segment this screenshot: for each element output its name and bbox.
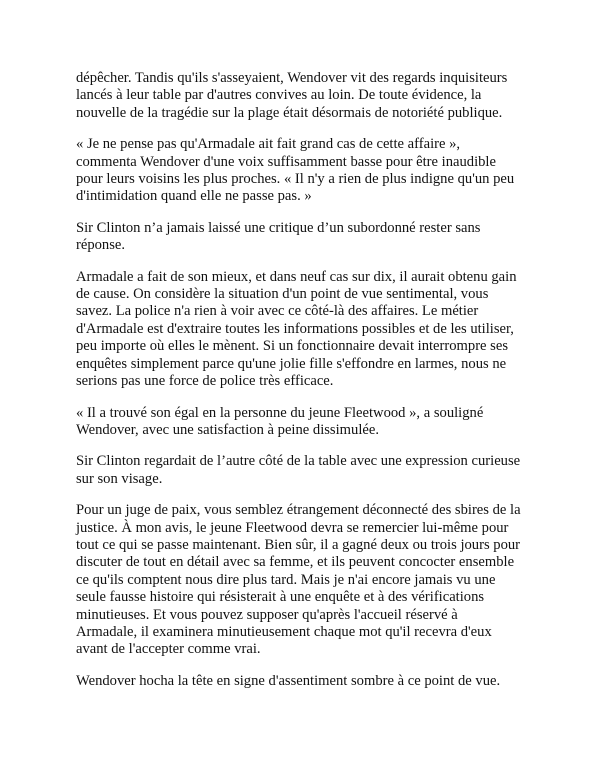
paragraph <box>76 220 540 255</box>
text-line: Armadale, il examinera minutieusement chaque mot qu'il recevra d'eux <box>76 623 492 640</box>
paragraph <box>76 673 540 690</box>
text-line: seule fausse histoire qui résisterait à une enquête et à des vérifications <box>76 589 485 606</box>
text-line: Wendover hocha la tête en signe d'assentiment sombre à ce point de vue. <box>76 672 501 689</box>
text-line: « Je ne pense pas qu'Armadale ait fait grand cas de cette affaire », <box>76 136 461 153</box>
text-line: tout ce qui se passe maintenant. Bien sûr, il a gagné deux ou trois jours pour <box>76 536 521 553</box>
text-line: sur son visage. <box>76 470 163 487</box>
text-line: ce qu'ils comptent nous dire plus tard. Mais je n'ai encore jamais vu une <box>76 571 496 588</box>
text-line: réponse. <box>76 237 126 254</box>
text-line: « Il a trouvé son égal en la personne du jeune Fleetwood », a souligné <box>76 404 484 421</box>
text-line: savez. La police n'a rien à voir avec ce côté-là des affaires. Le métier <box>76 303 479 320</box>
text-line: Sir Clinton n’a jamais laissé une critique d’un subordonné rester sans <box>76 219 481 236</box>
paragraph <box>76 405 540 440</box>
text-line: Pour un juge de paix, vous semblez étrangement déconnecté des sbires de la <box>76 502 521 519</box>
text-line: serions pas une force de police très efficace. <box>76 373 334 390</box>
body-text <box>76 70 540 690</box>
text-line: nouvelle de la tragédie sur la plage était désormais de notoriété publique. <box>76 104 503 121</box>
paragraph <box>76 453 540 488</box>
text-line: Wendover, avec une satisfaction à peine dissimulée. <box>76 421 379 438</box>
text-line: enquêtes simplement parce qu'une jolie fille s'effondre en larmes, nous ne <box>76 355 507 372</box>
text-line: avant de l'accepter comme vrai. <box>76 641 261 658</box>
paragraph <box>76 70 540 122</box>
text-line: dépêcher. Tandis qu'ils s'asseyaient, Wendover vit des regards inquisiteurs <box>76 70 508 86</box>
paragraph <box>76 136 540 206</box>
paragraph <box>76 269 540 391</box>
paragraph <box>76 502 540 659</box>
text-line: de cause. On considère la situation d'un point de vue sentimental, vous <box>76 286 489 303</box>
text-line: pour leurs voisins les plus proches. « Il n'y a rien de plus indigne qu'un peu <box>76 171 515 188</box>
text-line: Sir Clinton regardait de l’autre côté de la table avec une expression curieuse <box>76 453 521 470</box>
text-line: d'Armadale est d'extraire toutes les informations possibles et de les utiliser, <box>76 320 514 337</box>
text-line: justice. À mon avis, le jeune Fleetwood devra se remercier lui-même pour <box>76 519 509 536</box>
text-line: d'intimidation quand elle ne passe pas. » <box>76 188 312 205</box>
text-line: minutieuses. Et vous pouvez supposer qu'après l'accueil réservé à <box>76 606 458 623</box>
text-line: peu importe où elles le mènent. Si un fonctionnaire devait interrompre ses <box>76 338 509 355</box>
text-line: Armadale a fait de son mieux, et dans neuf cas sur dix, il aurait obtenu gain <box>76 268 517 285</box>
text-line: lancés à leur table par d'autres convives au loin. De toute évidence, la <box>76 87 482 104</box>
text-line: discuter de tout en détail avec sa femme, et ils peuvent concocter ensemble <box>76 554 515 571</box>
text-line: commenta Wendover d'une voix suffisamment basse pour être inaudible <box>76 153 496 170</box>
